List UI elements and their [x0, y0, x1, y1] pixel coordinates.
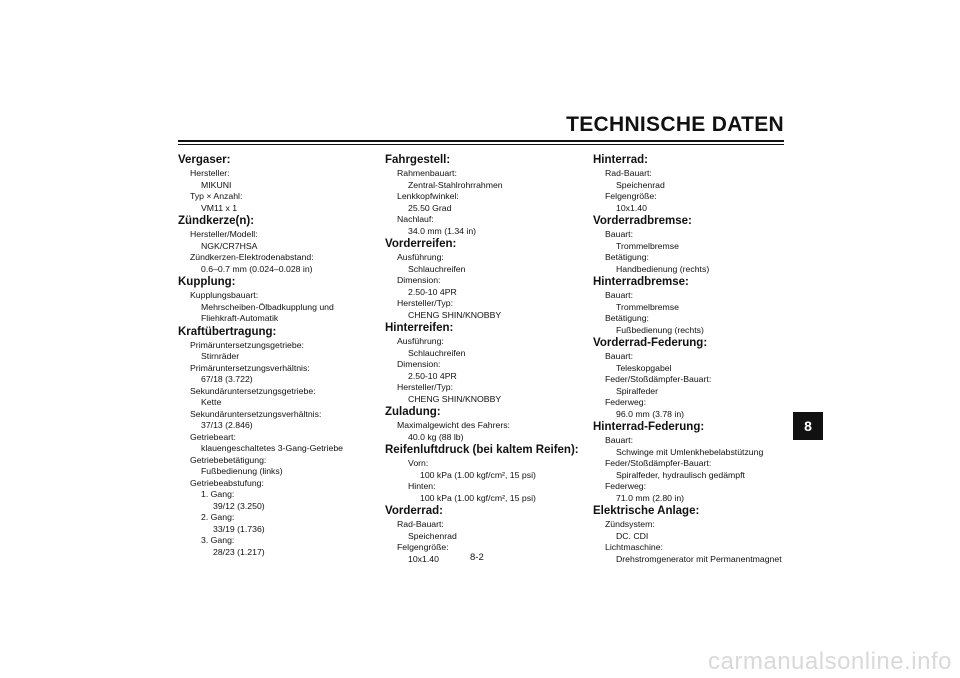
spec-line: 1. Gang:: [201, 489, 235, 499]
spec-line: NGK/CR7HSA: [201, 240, 258, 251]
section-heading: Kraftübertragung:: [178, 325, 277, 338]
spec-line: Maximalgewicht des Fahrers:: [397, 420, 510, 430]
spec-line: Stirnräder: [201, 351, 240, 361]
page-number: 8-2: [470, 552, 484, 563]
section-heading: Zündkerze(n):: [178, 215, 255, 227]
section-heading: Hinterrad:: [593, 154, 648, 166]
spec-line: CHENG SHIN/KNOBBY: [408, 393, 502, 404]
spec-line: Mehrscheiben-Ölbadkupplung und: [201, 301, 334, 312]
spec-line: Bauart:: [605, 351, 634, 361]
spec-line: Speichenrad: [408, 530, 457, 541]
spec-line: Rad-Bauart:: [397, 519, 444, 529]
spec-line: Vorn:: [408, 458, 429, 468]
spec-line: 2.50-10 4PR: [408, 286, 457, 297]
section-heading: Kupplung:: [178, 276, 236, 288]
spec-line: Typ × Anzahl:: [190, 191, 243, 201]
header-rule-thin: [178, 144, 784, 145]
spec-line: Hersteller/Typ:: [397, 298, 454, 308]
spec-line: VM11 x 1: [201, 202, 238, 213]
spec-line: Betätigung:: [605, 252, 649, 262]
spec-line: Nachlauf:: [397, 214, 434, 224]
spec-line: Rahmenbauart:: [397, 168, 457, 178]
section-heading: Vorderreifen:: [385, 238, 457, 250]
section-heading: Zuladung:: [385, 406, 441, 418]
spec-line: Hinten:: [408, 481, 436, 491]
spec-line: 2.50-10 4PR: [408, 370, 457, 381]
spec-line: MIKUNI: [201, 179, 232, 190]
spec-line: Federweg:: [605, 397, 647, 407]
spec-line: CHENG SHIN/KNOBBY: [408, 309, 502, 320]
spec-column-3: [593, 153, 793, 565]
spec-line: Zentral-Stahlrohrrahmen: [408, 179, 503, 190]
spec-line: Fußbedienung (rechts): [616, 324, 704, 335]
spec-line: 28/23 (1.217): [213, 546, 265, 557]
spec-line: Dimension:: [397, 359, 441, 369]
spec-line: Getriebeart:: [190, 431, 236, 442]
spec-line: Schlauchreifen: [408, 347, 466, 358]
spec-line: 34.0 mm (1.34 in): [408, 225, 477, 236]
spec-line: Felgengröße:: [605, 191, 657, 201]
spec-line: Zündkerzen-Elektrodenabstand:: [190, 252, 314, 262]
spec-line: 10x1.40: [616, 202, 647, 213]
section-heading: Vorderrad-Federung:: [593, 337, 708, 349]
spec-line: Primäruntersetzungsgetriebe:: [190, 339, 304, 350]
spec-line: Feder/Stoßdämpfer-Bauart:: [605, 374, 712, 384]
spec-line: 10x1.40: [408, 553, 439, 564]
spec-line: Spiralfeder: [616, 385, 659, 396]
spec-line: Handbedienung (rechts): [616, 263, 710, 274]
section-heading: Vorderradbremse:: [593, 215, 692, 227]
spec-line: 2. Gang:: [201, 512, 235, 522]
spec-column-2: [385, 153, 585, 565]
spec-line: Getriebeabstufung:: [190, 477, 264, 488]
spec-line: Rad-Bauart:: [605, 168, 652, 178]
spec-line: Hersteller:: [190, 168, 230, 178]
spec-line: 37/13 (2.846): [201, 420, 253, 430]
header-rule: [178, 140, 784, 142]
spec-line: Sekundäruntersetzungsgetriebe:: [190, 385, 316, 396]
chapter-tab: 8: [793, 412, 823, 440]
spec-line: Ausführung:: [397, 252, 444, 262]
spec-line: Federweg:: [605, 481, 647, 491]
spec-line: Bauart:: [605, 435, 634, 445]
spec-line: Drehstromgenerator mit Permanentmagnet: [616, 553, 782, 564]
spec-line: Kupplungsbauart:: [190, 290, 259, 300]
spec-line: Teleskopgabel: [616, 362, 672, 373]
spec-line: Ausführung:: [397, 336, 444, 346]
spec-line: 67/18 (3.722): [201, 374, 253, 384]
spec-line: Kette: [201, 397, 222, 407]
section-heading: Vorderrad:: [385, 505, 443, 517]
spec-line: Betätigung:: [605, 313, 649, 323]
spec-column-1: [178, 153, 374, 558]
section-heading: Vergaser:: [178, 154, 231, 166]
spec-line: Felgengröße:: [397, 542, 449, 552]
spec-line: Speichenrad: [616, 179, 665, 190]
spec-line: Hersteller/Modell:: [190, 229, 258, 239]
spec-line: Schlauchreifen: [408, 263, 466, 274]
spec-line: Fliehkraft-Automatik: [201, 313, 279, 323]
spec-line: Feder/Stoßdämpfer-Bauart:: [605, 458, 712, 468]
spec-line: 100 kPa (1.00 kgf/cm², 15 psi): [420, 469, 536, 480]
spec-line: DC. CDI: [616, 530, 649, 541]
spec-line: Bauart:: [605, 290, 634, 300]
section-heading: Hinterreifen:: [385, 322, 454, 334]
spec-line: Getriebebetätigung:: [190, 454, 267, 465]
spec-line: Spiralfeder, hydraulisch gedämpft: [616, 469, 745, 480]
section-heading: Hinterradbremse:: [593, 276, 689, 288]
spec-line: 0.6–0.7 mm (0.024–0.028 in): [201, 263, 313, 274]
section-heading: Fahrgestell:: [385, 154, 451, 166]
spec-line: 71.0 mm (2.80 in): [616, 492, 685, 503]
spec-line: klauengeschaltetes 3-Gang-Getriebe: [201, 443, 343, 453]
spec-line: 96.0 mm (3.78 in): [616, 408, 685, 419]
spec-line: Lenkkopfwinkel:: [397, 191, 459, 201]
spec-line: 33/19 (1.736): [213, 523, 265, 534]
spec-line: Lichtmaschine:: [605, 542, 663, 552]
spec-line: Trommelbremse: [616, 240, 679, 251]
spec-line: Bauart:: [605, 229, 634, 239]
spec-line: 40.0 kg (88 lb): [408, 431, 464, 442]
spec-line: Primäruntersetzungsverhältnis:: [190, 362, 310, 373]
spec-line: Schwinge mit Umlenkhebelabstützung: [616, 446, 764, 457]
section-heading: Reifenluftdruck (bei kaltem Reifen):: [385, 444, 579, 456]
spec-line: Fußbedienung (links): [201, 466, 283, 476]
watermark: carmanualsonline.info: [708, 648, 952, 675]
section-heading: Elektrische Anlage:: [593, 505, 700, 517]
spec-line: Hersteller/Typ:: [397, 382, 454, 392]
spec-line: Sekundäruntersetzungsverhältnis:: [190, 408, 322, 419]
page-title: TECHNISCHE DATEN: [566, 113, 784, 136]
spec-line: 3. Gang:: [201, 535, 235, 545]
spec-line: Dimension:: [397, 275, 441, 285]
spec-line: Trommelbremse: [616, 301, 679, 312]
section-heading: Hinterrad-Federung:: [593, 421, 705, 433]
spec-line: Zündsystem:: [605, 519, 655, 529]
spec-line: 25.50 Grad: [408, 202, 452, 213]
spec-line: 39/12 (3.250): [213, 500, 265, 511]
spec-line: 100 kPa (1.00 kgf/cm², 15 psi): [420, 492, 536, 503]
